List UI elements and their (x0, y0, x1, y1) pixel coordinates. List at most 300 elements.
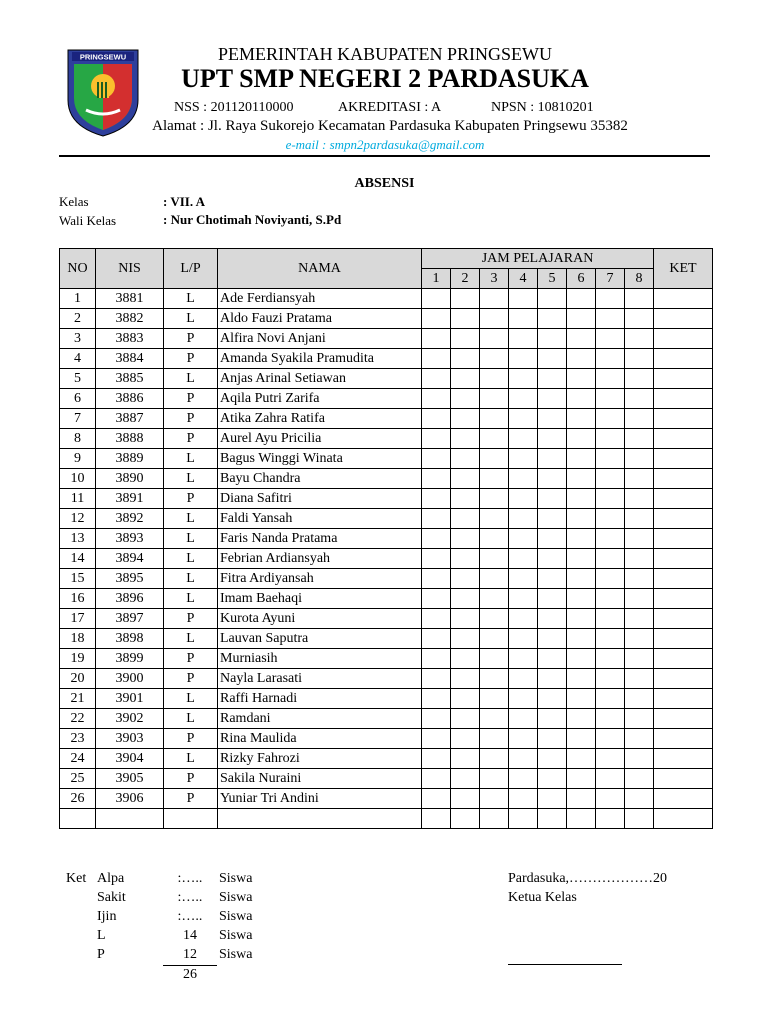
attendance-cell[interactable] (625, 669, 654, 689)
attendance-cell[interactable] (509, 589, 538, 609)
ket-cell[interactable] (654, 429, 713, 449)
attendance-cell[interactable] (422, 529, 451, 549)
ket-cell[interactable] (654, 549, 713, 569)
attendance-cell[interactable] (625, 629, 654, 649)
attendance-cell[interactable] (596, 469, 625, 489)
attendance-cell[interactable] (480, 469, 509, 489)
attendance-cell[interactable] (480, 669, 509, 689)
row-no: 6 (60, 389, 96, 409)
attendance-cell[interactable] (422, 609, 451, 629)
row-no: 26 (60, 789, 96, 809)
attendance-cell[interactable] (422, 749, 451, 769)
ket-cell[interactable] (654, 389, 713, 409)
attendance-cell[interactable] (480, 509, 509, 529)
row-no: 15 (60, 569, 96, 589)
attendance-cell[interactable] (422, 409, 451, 429)
attendance-cell[interactable] (567, 569, 596, 589)
attendance-cell[interactable] (480, 369, 509, 389)
attendance-cell[interactable] (509, 689, 538, 709)
attendance-cell[interactable] (625, 689, 654, 709)
header-jam-pelajaran: JAM PELAJARAN (422, 249, 654, 269)
attendance-cell[interactable] (625, 529, 654, 549)
attendance-cell[interactable] (509, 449, 538, 469)
ket-cell[interactable] (654, 489, 713, 509)
attendance-cell[interactable] (451, 309, 480, 329)
attendance-cell[interactable] (480, 529, 509, 549)
attendance-cell[interactable] (480, 649, 509, 669)
attendance-cell[interactable] (509, 749, 538, 769)
attendance-cell[interactable] (451, 389, 480, 409)
attendance-cell[interactable] (451, 689, 480, 709)
attendance-cell[interactable] (422, 289, 451, 309)
attendance-cell[interactable] (596, 529, 625, 549)
row-nama: Aurel Ayu Pricilia (218, 429, 422, 449)
signature-line (508, 964, 622, 965)
attendance-cell[interactable] (625, 549, 654, 569)
attendance-cell[interactable] (596, 489, 625, 509)
attendance-cell[interactable] (509, 729, 538, 749)
attendance-cell[interactable] (625, 509, 654, 529)
attendance-cell[interactable] (567, 469, 596, 489)
attendance-cell[interactable] (625, 469, 654, 489)
attendance-cell[interactable] (451, 369, 480, 389)
attendance-cell[interactable] (567, 649, 596, 669)
attendance-cell[interactable] (596, 349, 625, 369)
attendance-cell[interactable] (567, 629, 596, 649)
attendance-cell[interactable] (509, 769, 538, 789)
attendance-cell[interactable] (422, 549, 451, 569)
attendance-cell[interactable] (509, 369, 538, 389)
attendance-cell[interactable] (509, 569, 538, 589)
ket-cell[interactable] (654, 289, 713, 309)
attendance-cell[interactable] (451, 629, 480, 649)
attendance-cell[interactable] (625, 569, 654, 589)
attendance-cell[interactable] (625, 349, 654, 369)
attendance-cell[interactable] (451, 769, 480, 789)
attendance-cell[interactable] (567, 689, 596, 709)
attendance-cell[interactable] (480, 449, 509, 469)
attendance-cell[interactable] (509, 529, 538, 549)
attendance-cell[interactable] (596, 749, 625, 769)
attendance-cell[interactable] (422, 649, 451, 669)
attendance-cell[interactable] (567, 449, 596, 469)
attendance-cell[interactable] (596, 329, 625, 349)
row-nis (96, 809, 164, 829)
attendance-cell[interactable] (596, 509, 625, 529)
ket-cell[interactable] (654, 369, 713, 389)
attendance-cell[interactable] (451, 589, 480, 609)
attendance-cell[interactable] (509, 669, 538, 689)
attendance-cell[interactable] (451, 409, 480, 429)
attendance-cell[interactable] (451, 549, 480, 569)
attendance-cell[interactable] (480, 429, 509, 449)
row-lp: L (164, 709, 218, 729)
attendance-cell[interactable] (625, 729, 654, 749)
attendance-cell[interactable] (509, 509, 538, 529)
attendance-cell[interactable] (538, 489, 567, 509)
attendance-cell[interactable] (538, 709, 567, 729)
table-row (60, 509, 713, 529)
attendance-cell[interactable] (422, 489, 451, 509)
period-header: 6 (567, 269, 596, 289)
attendance-cell[interactable] (538, 629, 567, 649)
attendance-cell[interactable] (625, 289, 654, 309)
attendance-cell[interactable] (596, 689, 625, 709)
attendance-cell[interactable] (596, 409, 625, 429)
row-no (60, 809, 96, 829)
attendance-cell[interactable] (538, 689, 567, 709)
summary-label: P (97, 947, 105, 962)
attendance-cell[interactable] (538, 509, 567, 529)
attendance-cell[interactable] (567, 289, 596, 309)
table-row (60, 329, 713, 349)
attendance-cell[interactable] (509, 469, 538, 489)
attendance-cell[interactable] (538, 729, 567, 749)
attendance-cell[interactable] (480, 329, 509, 349)
attendance-cell[interactable] (451, 729, 480, 749)
attendance-cell[interactable] (538, 469, 567, 489)
attendance-cell[interactable] (422, 369, 451, 389)
ket-cell[interactable] (654, 509, 713, 529)
ket-cell[interactable] (654, 589, 713, 609)
attendance-cell[interactable] (596, 289, 625, 309)
row-nis: 3892 (96, 509, 164, 529)
header-ket: KET (654, 249, 713, 289)
attendance-cell[interactable] (596, 589, 625, 609)
attendance-cell[interactable] (538, 349, 567, 369)
attendance-cell[interactable] (422, 669, 451, 689)
attendance-cell[interactable] (480, 549, 509, 569)
attendance-cell[interactable] (422, 629, 451, 649)
attendance-cell[interactable] (509, 809, 538, 829)
table-row (60, 489, 713, 509)
row-nis: 3899 (96, 649, 164, 669)
row-lp: L (164, 629, 218, 649)
attendance-cell[interactable] (451, 289, 480, 309)
attendance-table (59, 248, 713, 829)
attendance-cell[interactable] (509, 429, 538, 449)
attendance-cell[interactable] (596, 809, 625, 829)
attendance-cell[interactable] (538, 429, 567, 449)
attendance-cell[interactable] (509, 629, 538, 649)
attendance-cell[interactable] (422, 449, 451, 469)
attendance-cell[interactable] (480, 709, 509, 729)
attendance-cell[interactable] (596, 429, 625, 449)
attendance-cell[interactable] (596, 669, 625, 689)
kelas-value: : VII. A (163, 194, 206, 209)
attendance-cell[interactable] (451, 669, 480, 689)
attendance-cell[interactable] (625, 649, 654, 669)
attendance-cell[interactable] (567, 349, 596, 369)
period-header: 4 (509, 269, 538, 289)
ket-cell[interactable] (654, 789, 713, 809)
attendance-cell[interactable] (480, 789, 509, 809)
attendance-cell[interactable] (451, 349, 480, 369)
attendance-cell[interactable] (625, 369, 654, 389)
attendance-cell[interactable] (538, 389, 567, 409)
attendance-cell[interactable] (538, 449, 567, 469)
attendance-cell[interactable] (509, 329, 538, 349)
attendance-cell[interactable] (422, 569, 451, 589)
attendance-cell[interactable] (567, 729, 596, 749)
attendance-cell[interactable] (538, 309, 567, 329)
attendance-cell[interactable] (538, 789, 567, 809)
summary-label: Sakit (97, 890, 126, 905)
attendance-cell[interactable] (567, 549, 596, 569)
attendance-cell[interactable] (567, 809, 596, 829)
school-name: UPT SMP NEGERI 2 PARDASUKA (181, 64, 589, 93)
ket-cell[interactable] (654, 529, 713, 549)
attendance-cell[interactable] (567, 769, 596, 789)
attendance-cell[interactable] (567, 389, 596, 409)
attendance-cell[interactable] (567, 609, 596, 629)
attendance-cell[interactable] (451, 329, 480, 349)
attendance-cell[interactable] (596, 369, 625, 389)
row-no: 8 (60, 429, 96, 449)
attendance-cell[interactable] (451, 469, 480, 489)
table-row (60, 809, 713, 829)
attendance-cell[interactable] (480, 609, 509, 629)
row-no: 4 (60, 349, 96, 369)
attendance-cell[interactable] (538, 529, 567, 549)
attendance-cell[interactable] (480, 289, 509, 309)
attendance-cell[interactable] (567, 709, 596, 729)
attendance-cell[interactable] (451, 489, 480, 509)
attendance-cell[interactable] (480, 389, 509, 409)
attendance-cell[interactable] (451, 789, 480, 809)
attendance-cell[interactable] (451, 429, 480, 449)
ket-cell[interactable] (654, 649, 713, 669)
attendance-cell[interactable] (567, 749, 596, 769)
ket-cell[interactable] (654, 709, 713, 729)
attendance-cell[interactable] (451, 609, 480, 629)
attendance-cell[interactable] (567, 509, 596, 529)
row-nama: Amanda Syakila Pramudita (218, 349, 422, 369)
attendance-cell[interactable] (625, 329, 654, 349)
attendance-cell[interactable] (596, 709, 625, 729)
attendance-cell[interactable] (538, 369, 567, 389)
attendance-cell[interactable] (567, 529, 596, 549)
attendance-cell[interactable] (451, 809, 480, 829)
table-row (60, 789, 713, 809)
row-lp: P (164, 669, 218, 689)
kelas-label: Kelas (59, 194, 89, 209)
attendance-cell[interactable] (567, 309, 596, 329)
attendance-cell[interactable] (567, 789, 596, 809)
attendance-cell[interactable] (625, 309, 654, 329)
attendance-cell[interactable] (509, 609, 538, 629)
ket-cell[interactable] (654, 749, 713, 769)
attendance-cell[interactable] (422, 329, 451, 349)
ket-cell[interactable] (654, 449, 713, 469)
table-row (60, 409, 713, 429)
attendance-cell[interactable] (596, 309, 625, 329)
row-lp: L (164, 449, 218, 469)
address: Alamat : Jl. Raya Sukorejo Kecamatan Pardasuka Kabupaten Pringsewu 35382 (152, 118, 628, 134)
attendance-cell[interactable] (538, 649, 567, 669)
attendance-cell[interactable] (625, 589, 654, 609)
row-nis: 3902 (96, 709, 164, 729)
attendance-cell[interactable] (509, 789, 538, 809)
attendance-cell[interactable] (509, 649, 538, 669)
attendance-cell[interactable] (596, 549, 625, 569)
attendance-cell[interactable] (422, 789, 451, 809)
ket-cell[interactable] (654, 409, 713, 429)
ket-cell[interactable] (654, 729, 713, 749)
attendance-cell[interactable] (480, 569, 509, 589)
attendance-cell[interactable] (538, 549, 567, 569)
attendance-cell[interactable] (480, 409, 509, 429)
ket-cell[interactable] (654, 769, 713, 789)
attendance-cell[interactable] (567, 369, 596, 389)
attendance-cell[interactable] (567, 489, 596, 509)
attendance-cell[interactable] (422, 509, 451, 529)
attendance-cell[interactable] (422, 309, 451, 329)
attendance-cell[interactable] (509, 709, 538, 729)
attendance-cell[interactable] (625, 409, 654, 429)
attendance-cell[interactable] (625, 489, 654, 509)
attendance-cell[interactable] (422, 589, 451, 609)
attendance-cell[interactable] (567, 429, 596, 449)
attendance-cell[interactable] (596, 569, 625, 589)
attendance-cell[interactable] (422, 809, 451, 829)
attendance-cell[interactable] (567, 589, 596, 609)
attendance-cell[interactable] (538, 669, 567, 689)
attendance-cell[interactable] (480, 689, 509, 709)
row-nis: 3887 (96, 409, 164, 429)
row-no: 19 (60, 649, 96, 669)
attendance-cell[interactable] (509, 349, 538, 369)
attendance-cell[interactable] (567, 669, 596, 689)
attendance-cell[interactable] (509, 409, 538, 429)
ket-cell[interactable] (654, 349, 713, 369)
summary-value: :….. (177, 871, 203, 886)
attendance-cell[interactable] (451, 569, 480, 589)
attendance-cell[interactable] (538, 809, 567, 829)
attendance-cell[interactable] (422, 709, 451, 729)
attendance-cell[interactable] (480, 309, 509, 329)
row-lp: P (164, 489, 218, 509)
attendance-cell[interactable] (625, 769, 654, 789)
header-nis: NIS (96, 249, 164, 289)
attendance-cell[interactable] (538, 769, 567, 789)
attendance-cell[interactable] (451, 749, 480, 769)
attendance-cell[interactable] (422, 729, 451, 749)
row-lp: L (164, 509, 218, 529)
period-header: 2 (451, 269, 480, 289)
attendance-cell[interactable] (422, 349, 451, 369)
row-nis: 3886 (96, 389, 164, 409)
row-nis: 3884 (96, 349, 164, 369)
ket-cell[interactable] (654, 309, 713, 329)
attendance-cell[interactable] (480, 769, 509, 789)
summary-unit: Siswa (219, 928, 253, 943)
attendance-cell[interactable] (596, 629, 625, 649)
attendance-cell[interactable] (596, 789, 625, 809)
attendance-cell[interactable] (480, 349, 509, 369)
row-nis: 3904 (96, 749, 164, 769)
attendance-cell[interactable] (538, 329, 567, 349)
attendance-cell[interactable] (596, 649, 625, 669)
attendance-cell[interactable] (451, 529, 480, 549)
row-nama: Aqila Putri Zarifa (218, 389, 422, 409)
row-nama: Bagus Winggi Winata (218, 449, 422, 469)
ket-cell[interactable] (654, 569, 713, 589)
attendance-cell[interactable] (509, 549, 538, 569)
attendance-cell[interactable] (596, 609, 625, 629)
attendance-cell[interactable] (480, 729, 509, 749)
attendance-cell[interactable] (596, 769, 625, 789)
attendance-cell[interactable] (625, 709, 654, 729)
attendance-cell[interactable] (451, 509, 480, 529)
attendance-cell[interactable] (538, 749, 567, 769)
ket-cell[interactable] (654, 329, 713, 349)
attendance-cell[interactable] (625, 809, 654, 829)
attendance-cell[interactable] (538, 569, 567, 589)
attendance-cell[interactable] (422, 429, 451, 449)
attendance-cell[interactable] (480, 629, 509, 649)
attendance-cell[interactable] (422, 769, 451, 789)
ket-cell[interactable] (654, 469, 713, 489)
attendance-cell[interactable] (567, 409, 596, 429)
row-nis: 3889 (96, 449, 164, 469)
row-lp: L (164, 289, 218, 309)
attendance-cell[interactable] (480, 489, 509, 509)
attendance-cell[interactable] (480, 749, 509, 769)
attendance-cell[interactable] (596, 729, 625, 749)
ket-cell[interactable] (654, 809, 713, 829)
row-lp: L (164, 549, 218, 569)
attendance-cell[interactable] (538, 409, 567, 429)
attendance-cell[interactable] (625, 609, 654, 629)
attendance-cell[interactable] (509, 389, 538, 409)
attendance-cell[interactable] (625, 449, 654, 469)
attendance-cell[interactable] (538, 289, 567, 309)
attendance-cell[interactable] (422, 689, 451, 709)
attendance-cell[interactable] (509, 289, 538, 309)
ket-cell[interactable] (654, 689, 713, 709)
attendance-cell[interactable] (451, 649, 480, 669)
attendance-cell[interactable] (509, 489, 538, 509)
attendance-cell[interactable] (422, 389, 451, 409)
row-nama: Ade Ferdiansyah (218, 289, 422, 309)
attendance-cell[interactable] (596, 389, 625, 409)
attendance-cell[interactable] (625, 749, 654, 769)
attendance-cell[interactable] (480, 589, 509, 609)
attendance-cell[interactable] (625, 429, 654, 449)
attendance-cell[interactable] (625, 389, 654, 409)
email-link[interactable]: e-mail : smpn2pardasuka@gmail.com (285, 137, 485, 152)
row-no: 23 (60, 729, 96, 749)
attendance-cell[interactable] (538, 609, 567, 629)
attendance-cell[interactable] (567, 329, 596, 349)
ket-cell[interactable] (654, 629, 713, 649)
attendance-cell[interactable] (451, 449, 480, 469)
row-nis: 3882 (96, 309, 164, 329)
attendance-cell[interactable] (451, 709, 480, 729)
logo-text: PRINGSEWU (79, 52, 127, 62)
ket-cell[interactable] (654, 609, 713, 629)
ket-cell[interactable] (654, 669, 713, 689)
attendance-cell[interactable] (596, 449, 625, 469)
attendance-cell[interactable] (480, 809, 509, 829)
row-nis: 3885 (96, 369, 164, 389)
period-header: 1 (422, 269, 451, 289)
attendance-cell[interactable] (538, 589, 567, 609)
attendance-cell[interactable] (509, 309, 538, 329)
attendance-cell[interactable] (625, 789, 654, 809)
attendance-cell[interactable] (422, 469, 451, 489)
